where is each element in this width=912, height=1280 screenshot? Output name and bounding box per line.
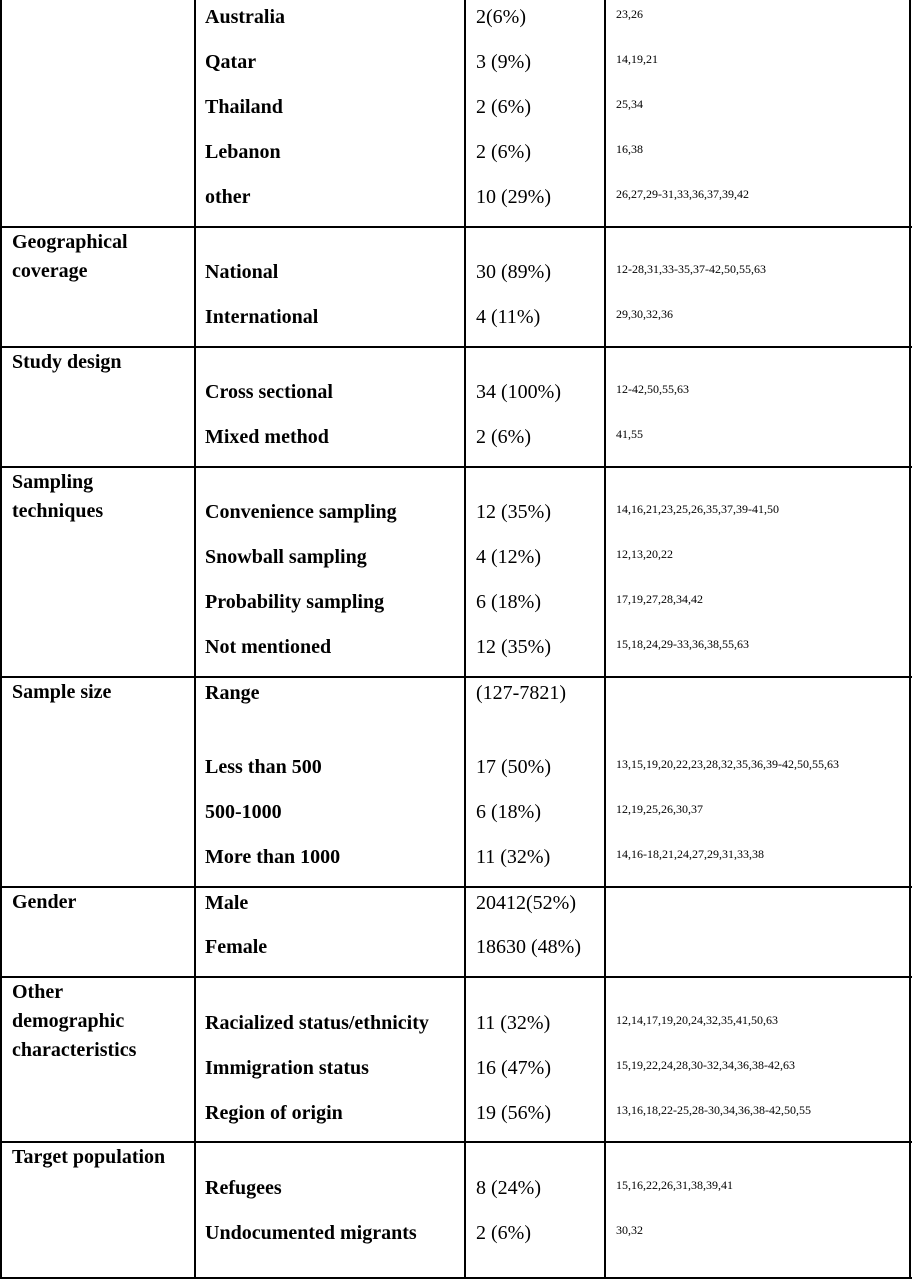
row-count-immigration-status: 16 (47%) bbox=[476, 1057, 551, 1079]
row-count-not-mentioned: 12 (35%) bbox=[476, 636, 551, 658]
row-label-international: International bbox=[205, 306, 319, 328]
row-count-other-country: 10 (29%) bbox=[476, 186, 551, 208]
row-refs-national: 12-28,31,33-35,37-42,50,55,63 bbox=[616, 262, 766, 276]
row-count-australia: 2(6%) bbox=[476, 6, 526, 28]
table-border-bottom bbox=[0, 1277, 912, 1279]
row-refs-cross-sectional: 12-42,50,55,63 bbox=[616, 382, 689, 396]
row-count-male: 20412(52%) bbox=[476, 892, 576, 914]
row-count-less-than-500: 17 (50%) bbox=[476, 756, 551, 778]
category-target-population: Target population bbox=[12, 1146, 166, 1168]
row-count-female: 18630 (48%) bbox=[476, 936, 581, 958]
row-count-undocumented-migrants: 2 (6%) bbox=[476, 1222, 531, 1244]
category-other-demographics: Other demographic characteristics bbox=[12, 981, 137, 1061]
row-count-probability-sampling: 6 (18%) bbox=[476, 591, 541, 613]
row-refs-immigration-status: 15,19,22,24,28,30-32,34,36,38-42,63 bbox=[616, 1058, 795, 1072]
row-refs-snowball-sampling: 12,13,20,22 bbox=[616, 547, 673, 561]
row-label-australia: Australia bbox=[205, 6, 285, 28]
table-border-right bbox=[909, 0, 911, 1279]
category-sample-size: Sample size bbox=[12, 681, 112, 703]
row-refs-refugees: 15,16,22,26,31,38,39,41 bbox=[616, 1178, 733, 1192]
row-refs-lebanon: 16,38 bbox=[616, 142, 643, 156]
row-refs-thailand: 25,34 bbox=[616, 97, 643, 111]
row-label-region-of-origin: Region of origin bbox=[205, 1102, 343, 1124]
category-gender: Gender bbox=[12, 891, 77, 913]
row-refs-500-1000: 12,19,25,26,30,37 bbox=[616, 802, 703, 816]
row-count-cross-sectional: 34 (100%) bbox=[476, 381, 561, 403]
row-label-snowball-sampling: Snowball sampling bbox=[205, 546, 367, 568]
column-divider-3 bbox=[604, 0, 606, 1279]
table-border-left bbox=[0, 0, 2, 1279]
row-count-refugees: 8 (24%) bbox=[476, 1177, 541, 1199]
row-label-more-than-1000: More than 1000 bbox=[205, 846, 341, 868]
row-count-racialized-status: 11 (32%) bbox=[476, 1012, 551, 1034]
row-refs-less-than-500: 13,15,19,20,22,23,28,32,35,36,39-42,50,55,63 bbox=[616, 757, 839, 771]
row-count-500-1000: 6 (18%) bbox=[476, 801, 541, 823]
row-label-male: Male bbox=[205, 892, 249, 914]
row-label-thailand: Thailand bbox=[205, 96, 283, 118]
row-label-not-mentioned: Not mentioned bbox=[205, 636, 332, 658]
category-geographical-coverage: Geographical coverage bbox=[12, 231, 128, 282]
row-refs-convenience-sampling: 14,16,21,23,25,26,35,37,39-41,50 bbox=[616, 502, 779, 516]
row-refs-mixed-method: 41,55 bbox=[616, 427, 643, 441]
row-label-national: National bbox=[205, 261, 279, 283]
row-count-lebanon: 2 (6%) bbox=[476, 141, 531, 163]
row-refs-undocumented-migrants: 30,32 bbox=[616, 1223, 643, 1237]
row-refs-more-than-1000: 14,16-18,21,24,27,29,31,33,38 bbox=[616, 847, 764, 861]
row-count-convenience-sampling: 12 (35%) bbox=[476, 501, 551, 523]
row-refs-other-country: 26,27,29-31,33,36,37,39,42 bbox=[616, 187, 749, 201]
row-refs-qatar: 14,19,21 bbox=[616, 52, 658, 66]
row-label-racialized-status: Racialized status/ethnicity bbox=[205, 1012, 429, 1034]
column-divider-2 bbox=[464, 0, 466, 1279]
row-label-probability-sampling: Probability sampling bbox=[205, 591, 385, 613]
row-label-female: Female bbox=[205, 936, 268, 958]
row-refs-international: 29,30,32,36 bbox=[616, 307, 673, 321]
category-study-design: Study design bbox=[12, 351, 122, 373]
row-label-qatar: Qatar bbox=[205, 51, 257, 73]
row-label-undocumented-migrants: Undocumented migrants bbox=[205, 1222, 417, 1244]
row-refs-region-of-origin: 13,16,18,22-25,28-30,34,36,38-42,50,55 bbox=[616, 1103, 811, 1117]
row-count-more-than-1000: 11 (32%) bbox=[476, 846, 551, 868]
row-count-region-of-origin: 19 (56%) bbox=[476, 1102, 551, 1124]
row-label-mixed-method: Mixed method bbox=[205, 426, 329, 448]
category-sampling-techniques: Sampling techniques bbox=[12, 471, 104, 522]
row-count-national: 30 (89%) bbox=[476, 261, 551, 283]
row-refs-not-mentioned: 15,18,24,29-33,36,38,55,63 bbox=[616, 637, 749, 651]
row-count-range: (127-7821) bbox=[476, 682, 566, 704]
row-count-thailand: 2 (6%) bbox=[476, 96, 531, 118]
column-divider-1 bbox=[194, 0, 196, 1279]
row-refs-australia: 23,26 bbox=[616, 7, 643, 21]
row-refs-probability-sampling: 17,19,27,28,34,42 bbox=[616, 592, 703, 606]
row-label-less-than-500: Less than 500 bbox=[205, 756, 322, 778]
row-label-convenience-sampling: Convenience sampling bbox=[205, 501, 397, 523]
row-count-qatar: 3 (9%) bbox=[476, 51, 531, 73]
row-label-range: Range bbox=[205, 682, 260, 704]
row-label-500-1000: 500-1000 bbox=[205, 801, 282, 823]
row-label-lebanon: Lebanon bbox=[205, 141, 281, 163]
row-count-mixed-method: 2 (6%) bbox=[476, 426, 531, 448]
row-count-international: 4 (11%) bbox=[476, 306, 541, 328]
row-count-snowball-sampling: 4 (12%) bbox=[476, 546, 541, 568]
row-label-other-country: other bbox=[205, 186, 251, 208]
row-label-cross-sectional: Cross sectional bbox=[205, 381, 333, 403]
row-label-immigration-status: Immigration status bbox=[205, 1057, 369, 1079]
row-refs-racialized-status: 12,14,17,19,20,24,32,35,41,50,63 bbox=[616, 1013, 778, 1027]
row-label-refugees: Refugees bbox=[205, 1177, 282, 1199]
